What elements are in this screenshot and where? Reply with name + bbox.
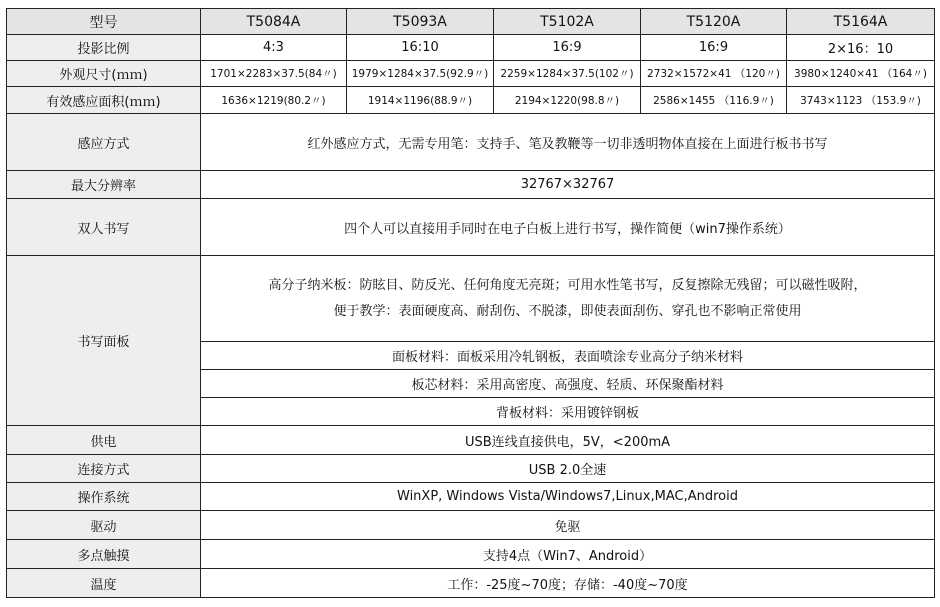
connection-row xyxy=(7,455,935,483)
active-area-cell: 2586×1455 （116.9〃) xyxy=(641,87,787,114)
model-cell: T5084A xyxy=(201,9,347,35)
sensing-row xyxy=(7,114,935,171)
aspect-ratio-cell: 16:10 xyxy=(347,35,494,61)
active-area-cell: 1636×1219(80.2〃) xyxy=(201,87,347,114)
aspect-ratio-cell: 16:9 xyxy=(641,35,787,61)
os-row xyxy=(7,483,935,511)
driver-row xyxy=(7,511,935,540)
active-area-cell: 2194×1220(98.8〃) xyxy=(494,87,641,114)
os-value: WinXP, Windows Vista/Windows7,Linux,MAC,Android xyxy=(201,483,935,511)
active-area-cell: 1914×1196(88.9〃) xyxy=(347,87,494,114)
outer-size-cell: 2732×1572×41 （120〃) xyxy=(641,61,787,87)
active-area-cell: 3743×1123 （153.9〃) xyxy=(787,87,935,114)
multitouch-row xyxy=(7,540,935,569)
dual-writing-value: 四个人可以直接用手同时在电子白板上进行书写，操作简便（win7操作系统） xyxy=(201,199,935,256)
panel-label: 书写面板 xyxy=(7,256,201,426)
dual-writing-row xyxy=(7,199,935,256)
outer-size-label: 外观尺寸(ｍｍ) xyxy=(7,61,201,87)
temperature-value: 工作：-25度~70度；存储：-40度~70度 xyxy=(201,569,935,598)
panel-back: 背板材料：采用镀锌钢板 xyxy=(201,398,935,426)
dual-writing-label: 双人书写 xyxy=(7,199,201,256)
resolution-label: 最大分辨率 xyxy=(7,171,201,199)
model-cell: T5093A xyxy=(347,9,494,35)
spec-table-container xyxy=(6,8,935,598)
outer-size-row xyxy=(7,61,935,87)
resolution-value: 32767×32767 xyxy=(201,171,935,199)
power-row xyxy=(7,426,935,455)
model-cell: T5120A xyxy=(641,9,787,35)
power-value: USB连线直接供电，5V，<200mA xyxy=(201,426,935,455)
driver-value: 免驱 xyxy=(201,511,935,540)
panel-material: 面板材料：面板采用冷轧钢板，表面喷涂专业高分子纳米材料 xyxy=(201,342,935,370)
outer-size-cell: 3980×1240×41 （164〃) xyxy=(787,61,935,87)
temperature-label: 温度 xyxy=(7,569,201,598)
header-row xyxy=(7,9,935,35)
aspect-ratio-cell: 4:3 xyxy=(201,35,347,61)
sensing-label: 感应方式 xyxy=(7,114,201,171)
active-area-label: 有效感应面积(ｍｍ) xyxy=(7,87,201,114)
active-area-row xyxy=(7,87,935,114)
aspect-ratio-cell: 2×16：10 xyxy=(787,35,935,61)
connection-label: 连接方式 xyxy=(7,455,201,483)
model-cell: T5102A xyxy=(494,9,641,35)
temperature-row xyxy=(7,569,935,598)
panel-description xyxy=(201,256,935,342)
outer-size-cell: 2259×1284×37.5(102〃) xyxy=(494,61,641,87)
sensing-value: 红外感应方式，无需专用笔：支持手、笔及教鞭等一切非透明物体直接在上面进行板书书写 xyxy=(201,114,935,171)
panel-row xyxy=(7,256,935,342)
panel-core: 板芯材料：采用高密度、高强度、轻质、环保聚酯材料 xyxy=(201,370,935,398)
driver-label: 驱动 xyxy=(7,511,201,540)
outer-size-cell: 1979×1284×37.5(92.9〃) xyxy=(347,61,494,87)
aspect-ratio-row xyxy=(7,35,935,61)
multitouch-label: 多点触摸 xyxy=(7,540,201,569)
spec-table xyxy=(6,8,935,598)
panel-description-line1: 高分子纳米板：防眩目、防反光、任何角度无亮斑；可用水性笔书写，反复擦除无残留；可以磁性吸附， xyxy=(268,277,867,293)
resolution-row xyxy=(7,171,935,199)
model-label: 型号 xyxy=(7,9,201,35)
panel-description-line2: 便于教学：表面硬度高、耐刮伤、不脱漆，即使表面刮伤、穿孔也不影响正常使用 xyxy=(333,303,802,319)
connection-value: USB 2.0全速 xyxy=(201,455,935,483)
os-label: 操作系统 xyxy=(7,483,201,511)
power-label: 供电 xyxy=(7,426,201,455)
aspect-ratio-label: 投影比例 xyxy=(7,35,201,61)
outer-size-cell: 1701×2283×37.5(84〃) xyxy=(201,61,347,87)
model-cell: T5164A xyxy=(787,9,935,35)
multitouch-value: 支持4点（Win7、Android） xyxy=(201,540,935,569)
aspect-ratio-cell: 16:9 xyxy=(494,35,641,61)
